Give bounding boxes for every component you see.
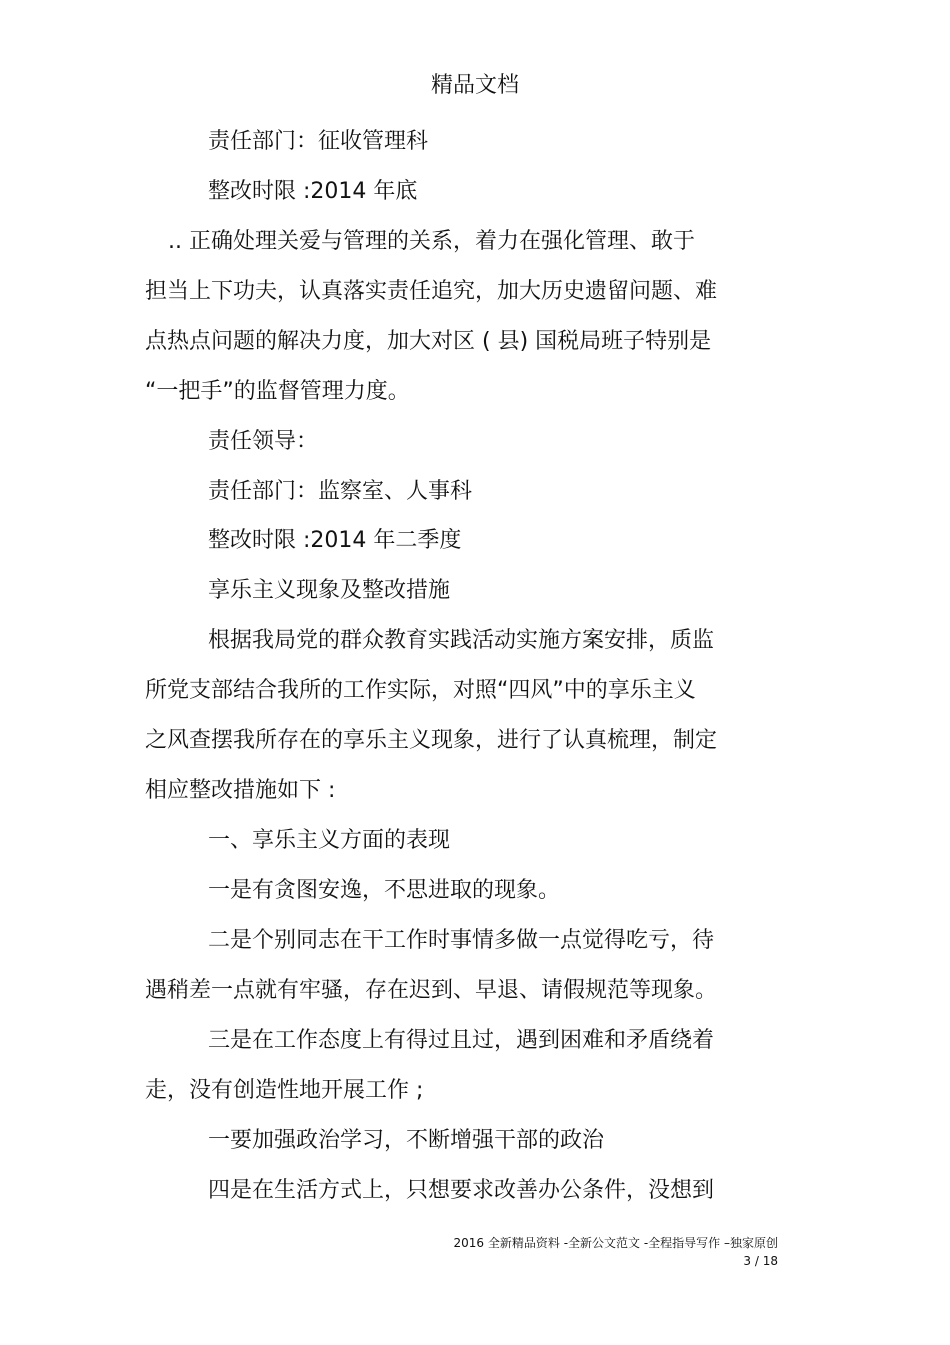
- text-line: 责任部门：监察室、人事科: [208, 479, 473, 504]
- text-line: 点热点问题的解决力度，加大对区 ( 县) 国税局班子特别是: [145, 329, 712, 354]
- text-line: 整改时限 :2014 年底: [208, 179, 418, 204]
- text-line: “一把手”的监督管理力度。: [145, 379, 410, 404]
- text-line: 遇稍差一点就有牢骚，存在迟到、早退、请假规范等现象。: [145, 978, 718, 1003]
- text-line: 责任部门：征收管理科: [208, 129, 429, 154]
- text-line: 之风查摆我所存在的享乐主义现象，进行了认真梳理，制定: [145, 728, 718, 753]
- text-line: 相应整改措施如下 :: [145, 778, 336, 803]
- text-line: 根据我局党的群众教育实践活动实施方案安排，质监: [208, 628, 715, 653]
- page-header: 精品文档: [430, 73, 519, 98]
- text-line: 整改时限 :2014 年二季度: [208, 528, 462, 553]
- text-line: 责任领导：: [208, 429, 319, 454]
- text-line: .. 正确处理关爱与管理的关系，着力在强化管理、敢于: [168, 229, 695, 254]
- text-line: 一是有贪图安逸，不思进取的现象。: [208, 878, 561, 903]
- text-line: 一要加强政治学习，不断增强干部的政治: [208, 1128, 605, 1153]
- text-line: 二是个别同志在干工作时事情多做一点觉得吃亏，待: [208, 928, 715, 953]
- text-line: 所党支部结合我所的工作实际，对照“四风”中的享乐主义: [145, 678, 696, 703]
- section-heading: 享乐主义现象及整改措施: [208, 578, 451, 603]
- text-line: 走，没有创造性地开展工作 ;: [145, 1078, 424, 1103]
- page-footer: 2016 全新精品资料 -全新公文范文 -全程指导写作 –独家原创: [453, 1236, 778, 1250]
- text-line: 担当上下功夫，认真落实责任追究，加大历史遗留问题、难: [145, 279, 718, 304]
- text-line: 四是在生活方式上，只想要求改善办公条件，没想到: [208, 1178, 715, 1203]
- text-line: 三是在工作态度上有得过且过，遇到困难和矛盾绕着: [208, 1028, 715, 1053]
- page-number: 3 / 18: [743, 1254, 778, 1268]
- section-heading: 一、享乐主义方面的表现: [208, 828, 451, 853]
